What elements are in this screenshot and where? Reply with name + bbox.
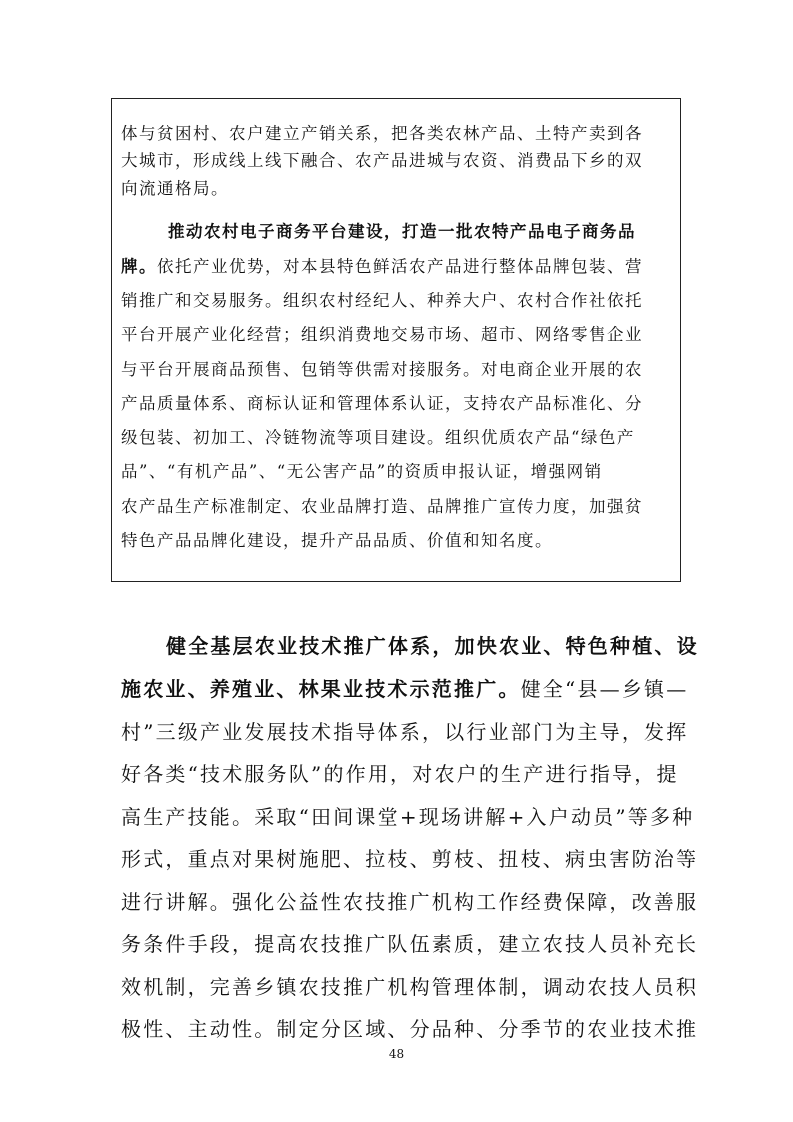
page-number: 48 [388, 1047, 405, 1061]
box-subheading-line: 推动农村电子商务平台建设，打造一批农特产品电子商务品 [168, 222, 636, 241]
paragraph-line: 健全基层农业技术推广体系，加快农业、特色种植、设 [166, 634, 699, 658]
box-line: 大城市，形成线上线下融合、农产品进城与农资、消费品下乡的双 [121, 151, 643, 170]
box-line: 特色产品品牌化建设，提升产品品质、价值和知名度。 [121, 531, 553, 550]
box-line: 农产品生产标准制定、农业品牌打造、品牌推广宣传力度，加强贫 [121, 497, 643, 516]
paragraph-line: 高生产技能。采取“田间课堂+现场讲解+入户动员”等多种 [121, 805, 695, 829]
box-line: 体与贫困村、农户建立产销关系，把各类农林产品、土特产卖到各 [121, 124, 643, 143]
paragraph-line: 务条件手段，提高农技推广队伍素质，建立农技人员补充长 [121, 932, 699, 956]
paragraph-line: 形式，重点对果树施肥、拉枝、剪枝、扭枝、病虫害防治等 [121, 847, 699, 871]
box-line: 级包装、初加工、冷链物流等项目建设。组织优质农产品“绿色产 [121, 428, 635, 447]
box-line: 向流通格局。 [121, 179, 229, 198]
box-line: 牌。依托产业优势，对本县特色鲜活农产品进行整体品牌包装、营 [121, 257, 643, 276]
paragraph-line: 村”三级产业发展技术指导体系，以行业部门为主导，发挥 [121, 720, 689, 744]
box-line: 平台开展产业化经营；组织消费地交易市场、超市、网络零售企业 [121, 325, 643, 344]
paragraph-line: 极性、主动性。制定分区域、分品种、分季节的农业技术推 [121, 1017, 699, 1041]
box-line: 销推广和交易服务。组织农村经纪人、种养大户、农村合作社依托 [121, 291, 643, 310]
paragraph-line: 效机制，完善乡镇农技推广机构管理体制，调动农技人员积 [121, 975, 699, 999]
box-line: 品”、“有机产品”、“无公害产品”的资质申报认证，增强网销 [121, 462, 603, 481]
box-line: 与平台开展商品预售、包销等供需对接服务。对电商企业开展的农 [121, 360, 643, 379]
box-line: 产品质量体系、商标认证和管理体系认证，支持农产品标准化、分 [121, 394, 643, 413]
paragraph-line: 施农业、养殖业、林果业技术示范推广。健全“县—乡镇— [121, 677, 689, 701]
paragraph-line: 进行讲解。强化公益性农技推广机构工作经费保障，改善服 [121, 890, 699, 914]
paragraph-line: 好各类“技术服务队”的作用，对农户的生产进行指导，提 [121, 762, 679, 786]
